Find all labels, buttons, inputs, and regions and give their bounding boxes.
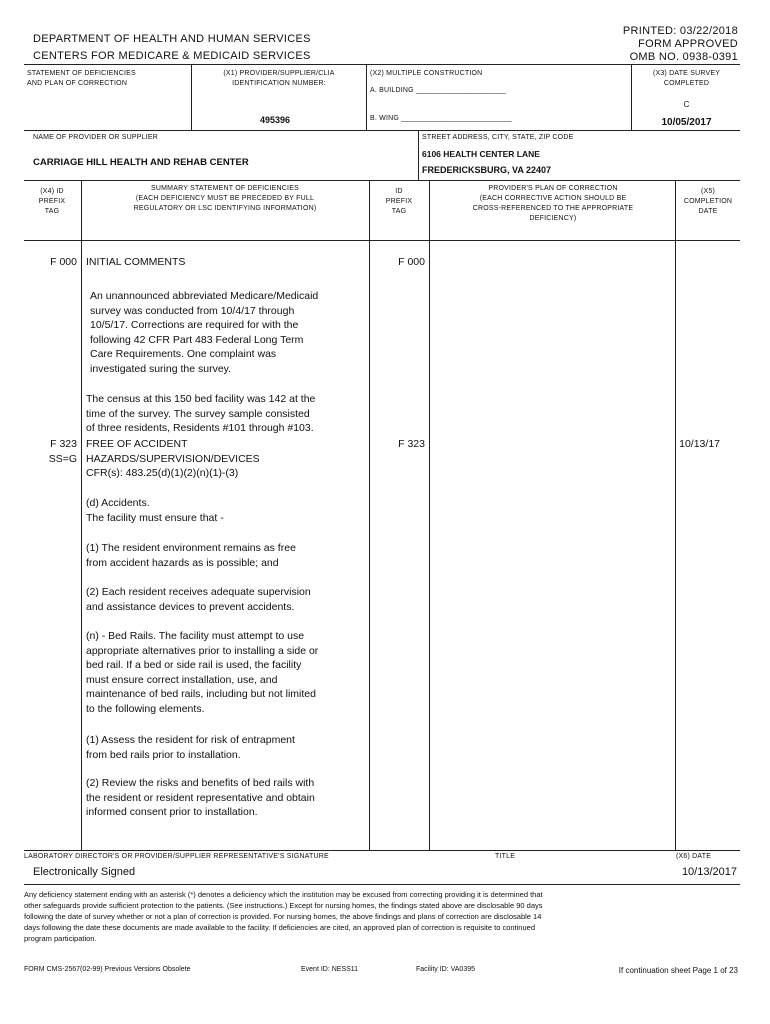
divider <box>675 180 676 850</box>
f323-id-tag: F 323 <box>398 438 425 450</box>
signature-date: 10/13/2017 <box>681 866 737 878</box>
page-number: If continuation sheet Page 1 of 23 <box>618 966 738 975</box>
survey-completed-date: 10/05/2017 <box>661 117 712 128</box>
event-id: Event ID: NESS11 <box>301 966 359 973</box>
signature-label: LABORATORY DIRECTOR'S OR PROVIDER/SUPPLIER REPRESENTATIVE'S SIGNATURE <box>24 853 329 860</box>
omb-number: OMB NO. 0938-0391 <box>629 51 738 63</box>
statement-label: STATEMENT OF DEFICIENCIES AND PLAN OF CORRECTION <box>27 70 136 87</box>
agency-name: CENTERS FOR MEDICARE & MEDICAID SERVICES <box>33 50 311 62</box>
divider <box>24 64 740 65</box>
city-state-zip: FREDERICKSBURG, VA 22407 <box>422 165 552 175</box>
x2-label: (X2) MULTIPLE CONSTRUCTION <box>370 70 483 77</box>
f000-tag: F 000 <box>50 256 77 268</box>
f323-title: FREE OF ACCIDENT HAZARDS/SUPERVISION/DEVICES CFR(s): 483.25(d)(1)(2)(n)(1)-(3) <box>86 438 260 480</box>
provider-name-label: NAME OF PROVIDER OR SUPPLIER <box>33 134 159 141</box>
divider <box>369 180 370 850</box>
printed-date: PRINTED: 03/22/2018 <box>622 25 738 37</box>
x1-label: (X1) PROVIDER/SUPPLIER/CLIA IDENTIFICATION NUMBER: <box>223 70 335 87</box>
plan-column-header: PROVIDER'S PLAN OF CORRECTION (EACH CORRECTIVE ACTION SHOULD BE CROSS-REFERENCED TO THE APPROPRIATE DEFICIENCY) <box>472 185 634 222</box>
x6-date-label: (X6) DATE <box>676 853 712 860</box>
divider <box>366 64 367 130</box>
provider-number: 495396 <box>260 115 291 125</box>
accidents-paragraph: (d) Accidents. The facility must ensure that - <box>86 497 224 524</box>
disclaimer-text: Any deficiency statement ending with an asterisk (*) denotes a deficiency which the institution may be excused from correcting providing it is determined that other safeguards provide sufficient protection to the patients. (See instructions.) Except for nursing homes, the findings stated above are disclosable 90 days following the date of survey whether or not a plan of correction is provided. For nursing homes, the above findings and plans of correction are disclosable 14 days following the date these documents are made available to the facility. If deficiencies are cited, an approved plan of correction is requisite to continued program participation. <box>24 890 543 944</box>
f000-title: INITIAL COMMENTS <box>86 256 186 268</box>
street-address: 6106 HEALTH CENTER LANE <box>422 149 540 159</box>
signature-value: Electronically Signed <box>33 866 136 878</box>
divider <box>631 64 632 130</box>
census-paragraph: The census at this 150 bed facility was 142 at the time of the survey. The survey sample consisted of three residents, Residents #101 through #103. <box>86 393 316 435</box>
assess-paragraph: (1) Assess the resident for risk of entrapment from bed rails prior to installation. <box>86 734 295 761</box>
divider <box>429 180 430 850</box>
survey-code: C <box>683 100 690 109</box>
address-label: STREET ADDRESS, CITY, STATE, ZIP CODE <box>422 134 574 141</box>
form-number: FORM CMS-2567(02-99) Previous Versions Obsolete <box>24 966 191 973</box>
x3-label: (X3) DATE SURVEY COMPLETED <box>652 70 721 87</box>
provider-name: CARRIAGE HILL HEALTH AND REHAB CENTER <box>33 157 249 168</box>
title-label: TITLE <box>495 853 516 860</box>
f323-severity: SS=G <box>48 453 77 465</box>
divider <box>24 130 740 131</box>
building-field: A. BUILDING ______________________ <box>370 87 507 94</box>
f323-completion-date: 10/13/17 <box>679 438 720 450</box>
f000-id-tag: F 000 <box>398 256 425 268</box>
divider <box>24 180 740 181</box>
supervision-paragraph: (2) Each resident receives adequate supervision and assistance devices to prevent accidents. <box>86 586 311 613</box>
summary-column-header: SUMMARY STATEMENT OF DEFICIENCIES (EACH DEFICIENCY MUST BE PRECEDED BY FULL REGULATORY OR LSC IDENTIFYING INFORMATION) <box>133 185 317 212</box>
x5-column-header: (X5) COMPLETION DATE <box>683 188 733 215</box>
initial-comments-paragraph: An unannounced abbreviated Medicare/Medicaid survey was conducted from 10/4/17 through 10/5/17. Corrections are required for with the following 42 CFR Part 483 Federal Long Term Care Requirements. One complaint was investigated suring the survey. <box>90 290 319 375</box>
environment-paragraph: (1) The resident environment remains as free from accident hazards as is possible; and <box>86 542 296 569</box>
wing-field: B. WING ___________________________ <box>370 115 512 122</box>
divider <box>24 240 740 241</box>
divider <box>81 180 82 850</box>
review-risks-paragraph: (2) Review the risks and benefits of bed rails with the resident or resident representative and obtain informed consent prior to installation. <box>86 777 315 819</box>
f323-tag: F 323 <box>50 438 77 450</box>
form-approved-label: FORM APPROVED <box>638 38 738 50</box>
id-column-header: ID PREFIX TAG <box>385 188 413 215</box>
facility-id: Facility ID: VA0395 <box>416 966 476 973</box>
divider <box>418 130 419 180</box>
x4-column-header: (X4) ID PREFIX TAG <box>38 188 66 215</box>
divider <box>24 850 740 851</box>
divider <box>24 884 740 885</box>
bed-rails-paragraph: (n) - Bed Rails. The facility must attempt to use appropriate alternatives prior to installing a side or bed rail. If a bed or side rail is used, the facility must ensure correct installation, use, and maintenance of bed rails, including but not limited to the following elements. <box>86 630 319 715</box>
department-name: DEPARTMENT OF HEALTH AND HUMAN SERVICES <box>33 33 311 45</box>
